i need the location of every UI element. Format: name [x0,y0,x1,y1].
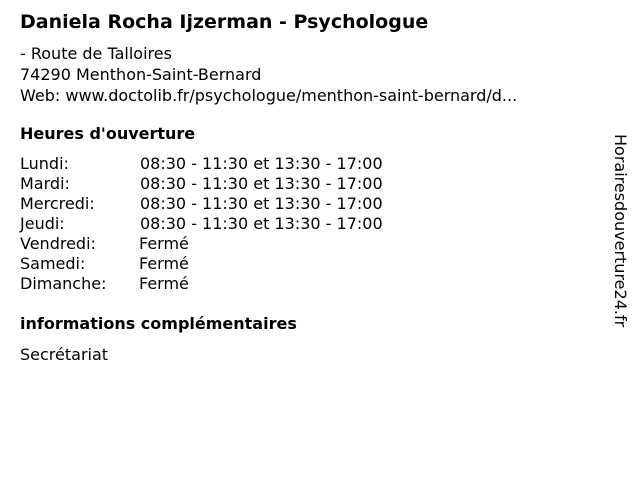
address-block [20,43,517,106]
page-title: Daniela Rocha Ijzerman - Psychologue [20,11,429,33]
day-label: Mardi: [20,174,70,193]
additional-info-text: Secrétariat [20,345,109,364]
day-label: Jeudi: [20,214,65,233]
time-value: Fermé [139,254,189,273]
time-value: 08:30 - 11:30 et 13:30 - 17:00 [140,154,383,173]
time-value: Fermé [139,274,189,293]
time-value: Fermé [139,234,189,253]
time-value: 08:30 - 11:30 et 13:30 - 17:00 [140,194,383,213]
day-label: Samedi: [20,254,86,273]
time-value: 08:30 - 11:30 et 13:30 - 17:00 [140,214,383,233]
additional-info-heading: informations complémentaires [20,314,297,333]
opening-hours-heading: Heures d'ouverture [20,124,196,143]
site-watermark: Horairesdouverture24.fr [611,134,630,328]
day-label: Mercredi: [20,194,95,213]
day-label: Dimanche: [20,274,107,293]
address-city: 74290 Menthon-Saint-Bernard [20,65,262,84]
time-value: 08:30 - 11:30 et 13:30 - 17:00 [140,174,383,193]
day-label: Lundi: [20,154,69,173]
day-label: Vendredi: [20,234,96,253]
address-street: - Route de Talloires [20,44,172,63]
website-text: Web: www.doctolib.fr/psychologue/menthon-saint-bernard/d... [20,86,518,105]
